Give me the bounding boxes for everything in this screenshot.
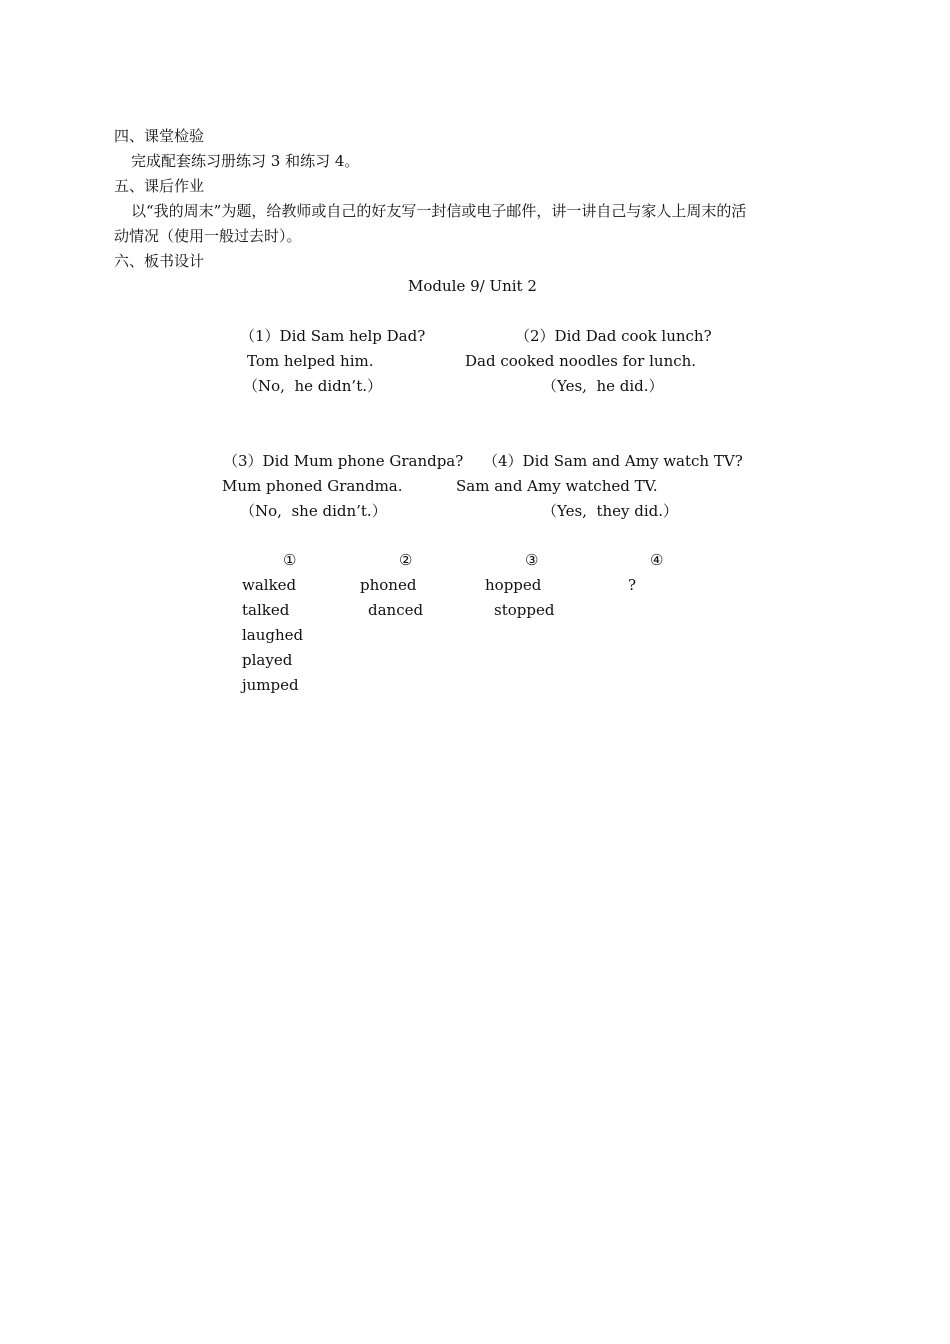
word-walked: walked [242, 576, 297, 594]
section-5-heading: 五、课后作业 [114, 177, 205, 195]
answer-1: Tom helped him. [247, 352, 374, 370]
reply-1: （No, he didn’t.） [243, 377, 382, 395]
word-talked: talked [242, 601, 290, 619]
section-6-heading: 六、板书设计 [114, 252, 205, 270]
section-5-body-line-1: 以“我的周末”为题，给教师或自己的好友写一封信或电子邮件，讲一讲自己与家人上周末的活 [131, 202, 747, 220]
reply-2: （Yes, he did.） [542, 377, 664, 395]
column-marker-2: ② [399, 551, 413, 569]
word-phoned: phoned [360, 576, 417, 594]
answer-2: Dad cooked noodles for lunch. [465, 352, 697, 370]
reply-3: （No, she didn’t.） [240, 502, 387, 520]
word-played: played [242, 651, 293, 669]
answer-4: Sam and Amy watched TV. [456, 477, 658, 495]
word-question-mark: ? [628, 576, 637, 594]
question-1: （1）Did Sam help Dad? [240, 327, 426, 345]
board-title: Module 9/ Unit 2 [408, 277, 537, 295]
answer-3: Mum phoned Grandma. [222, 477, 403, 495]
column-marker-4: ④ [650, 551, 664, 569]
word-laughed: laughed [242, 626, 304, 644]
section-5-body-line-2: 动情况（使用一般过去时）。 [114, 227, 302, 245]
question-3: （3）Did Mum phone Grandpa? [223, 452, 464, 470]
word-jumped: jumped [242, 676, 299, 694]
reply-4: （Yes, they did.） [542, 502, 679, 520]
question-2: （2）Did Dad cook lunch? [515, 327, 712, 345]
section-4-heading: 四、课堂检验 [114, 127, 205, 145]
word-hopped: hopped [485, 576, 542, 594]
column-marker-3: ③ [525, 551, 539, 569]
question-4: （4）Did Sam and Amy watch TV? [483, 452, 743, 470]
section-4-body: 完成配套练习册练习 3 和练习 4。 [131, 152, 360, 170]
column-marker-1: ① [283, 551, 297, 569]
word-stopped: stopped [494, 601, 555, 619]
word-danced: danced [368, 601, 424, 619]
